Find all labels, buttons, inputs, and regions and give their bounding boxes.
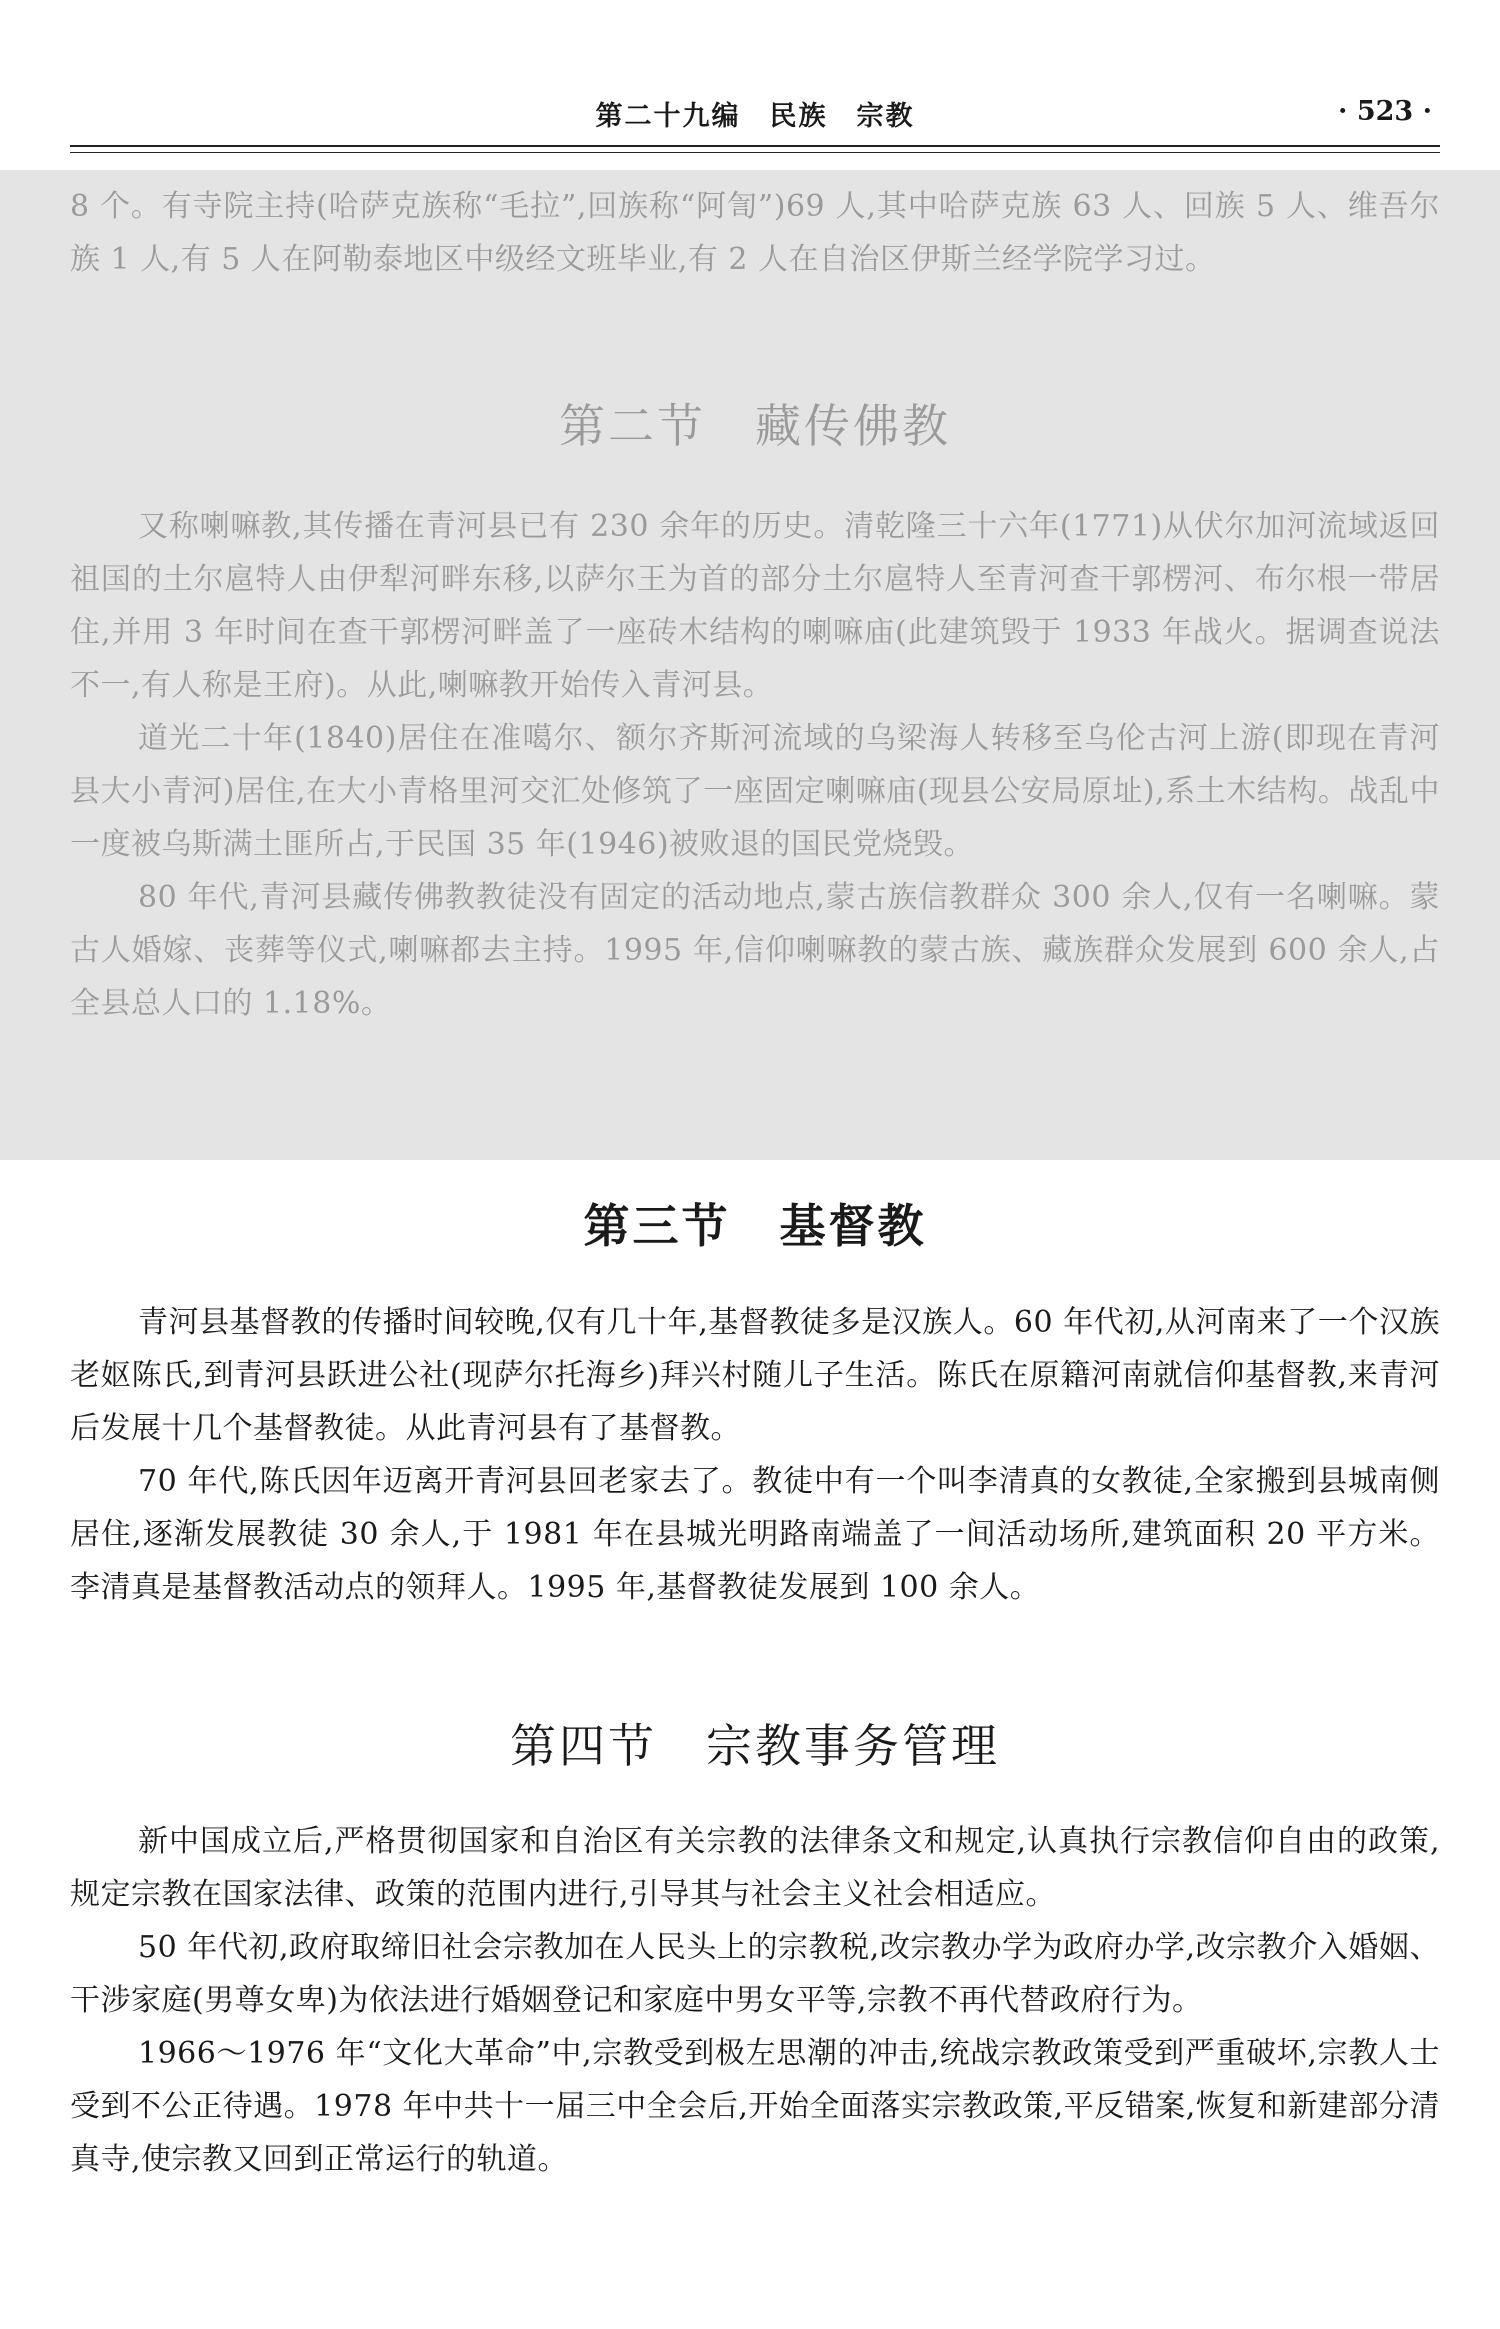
paragraph: 道光二十年(1840)居住在准噶尔、额尔齐斯河流域的乌梁海人转移至乌伦古河上游(即现在青河县大小青河)居住,在大小青格里河交汇处修筑了一座固定喇嘛庙(现县公安局原址),系土木结构。战乱中一度被乌斯满土匪所占,于民国 35 年(1946)被败退的国民党烧毁。 (70, 721, 1440, 862)
paragraph: 80 年代,青河县藏传佛教教徒没有固定的活动地点,蒙古族信教群众 300 余人,仅有一名喇嘛。蒙古人婚嫁、丧葬等仪式,喇嘛都去主持。1995 年,信仰喇嘛教的蒙古族、藏族群众发展到 600 余人,占全县总人口的 1.18%。 (70, 880, 1440, 1021)
paragraph: 新中国成立后,严格贯彻国家和自治区有关宗教的法律条文和规定,认真执行宗教信仰自由的政策,规定宗教在国家法律、政策的范围内进行,引导其与社会主义社会相适应。 (70, 1824, 1440, 1912)
section-3-body (70, 1296, 1440, 1614)
section-3-heading: 第三节 基督教 (583, 1199, 927, 1253)
section-4-body (70, 1815, 1440, 2186)
page-number: · 523 · (1338, 96, 1432, 127)
continued-text-block (70, 180, 1440, 286)
running-header (70, 88, 1440, 138)
paragraph: 50 年代初,政府取缔旧社会宗教加在人民头上的宗教税,改宗教办学为政府办学,改宗教介入婚姻、干涉家庭(男尊女卑)为依法进行婚姻登记和家庭中男女平等,宗教不再代替政府行为。 (70, 1930, 1440, 2018)
section-2-heading: 第二节 藏传佛教 (559, 399, 951, 453)
section-2-body (70, 500, 1440, 1030)
header-title: 第二十九编 民族 宗教 (595, 101, 915, 132)
section-3-heading-block (70, 1190, 1440, 1256)
paragraph: 1966～1976 年“文化大革命”中,宗教受到极左思潮的冲击,统战宗教政策受到严重破坏,宗教人士受到不公正待遇。1978 年中共十一届三中全会后,开始全面落实宗教政策,平反错案,恢复和新建部分清真寺,使宗教又回到正常运行的轨道。 (70, 2036, 1440, 2177)
faded-region (0, 170, 1500, 1160)
paragraph: 青河县基督教的传播时间较晚,仅有几十年,基督教徒多是汉族人。60 年代初,从河南来了一个汉族老妪陈氏,到青河县跃进公社(现萨尔托海乡)拜兴村随儿子生活。陈氏在原籍河南就信仰基督教,来青河后发展十几个基督教徒。从此青河县有了基督教。 (70, 1305, 1440, 1446)
continued-paragraph: 8 个。有寺院主持(哈萨克族称“毛拉”,回族称“阿訇”)69 人,其中哈萨克族 63 人、回族 5 人、维吾尔族 1 人,有 5 人在阿勒泰地区中级经文班毕业,有 2 人在自治区伊斯兰经学院学习过。 (70, 189, 1440, 277)
section-2-heading-block (70, 390, 1440, 456)
section-4-heading: 第四节 宗教事务管理 (510, 1719, 1000, 1773)
paragraph: 又称喇嘛教,其传播在青河县已有 230 余年的历史。清乾隆三十六年(1771)从伏尔加河流域返回祖国的土尔扈特人由伊犁河畔东移,以萨尔王为首的部分土尔扈特人至青河查干郭楞河、布尔根一带居住,并用 3 年时间在查干郭楞河畔盖了一座砖木结构的喇嘛庙(此建筑毁于 1933 年战火。据调查说法不一,有人称是王府)。从此,喇嘛教开始传入青河县。 (70, 509, 1440, 703)
section-4-heading-block (70, 1710, 1440, 1776)
header-rule-thin (70, 152, 1440, 153)
paragraph: 70 年代,陈氏因年迈离开青河县回老家去了。教徒中有一个叫李清真的女教徒,全家搬到县城南侧居住,逐渐发展教徒 30 余人,于 1981 年在县城光明路南端盖了一间活动场所,建筑面积 20 平方米。李清真是基督教活动点的领拜人。1995 年,基督教徒发展到 100 余人。 (70, 1464, 1440, 1605)
header-rule-thick (70, 145, 1440, 147)
